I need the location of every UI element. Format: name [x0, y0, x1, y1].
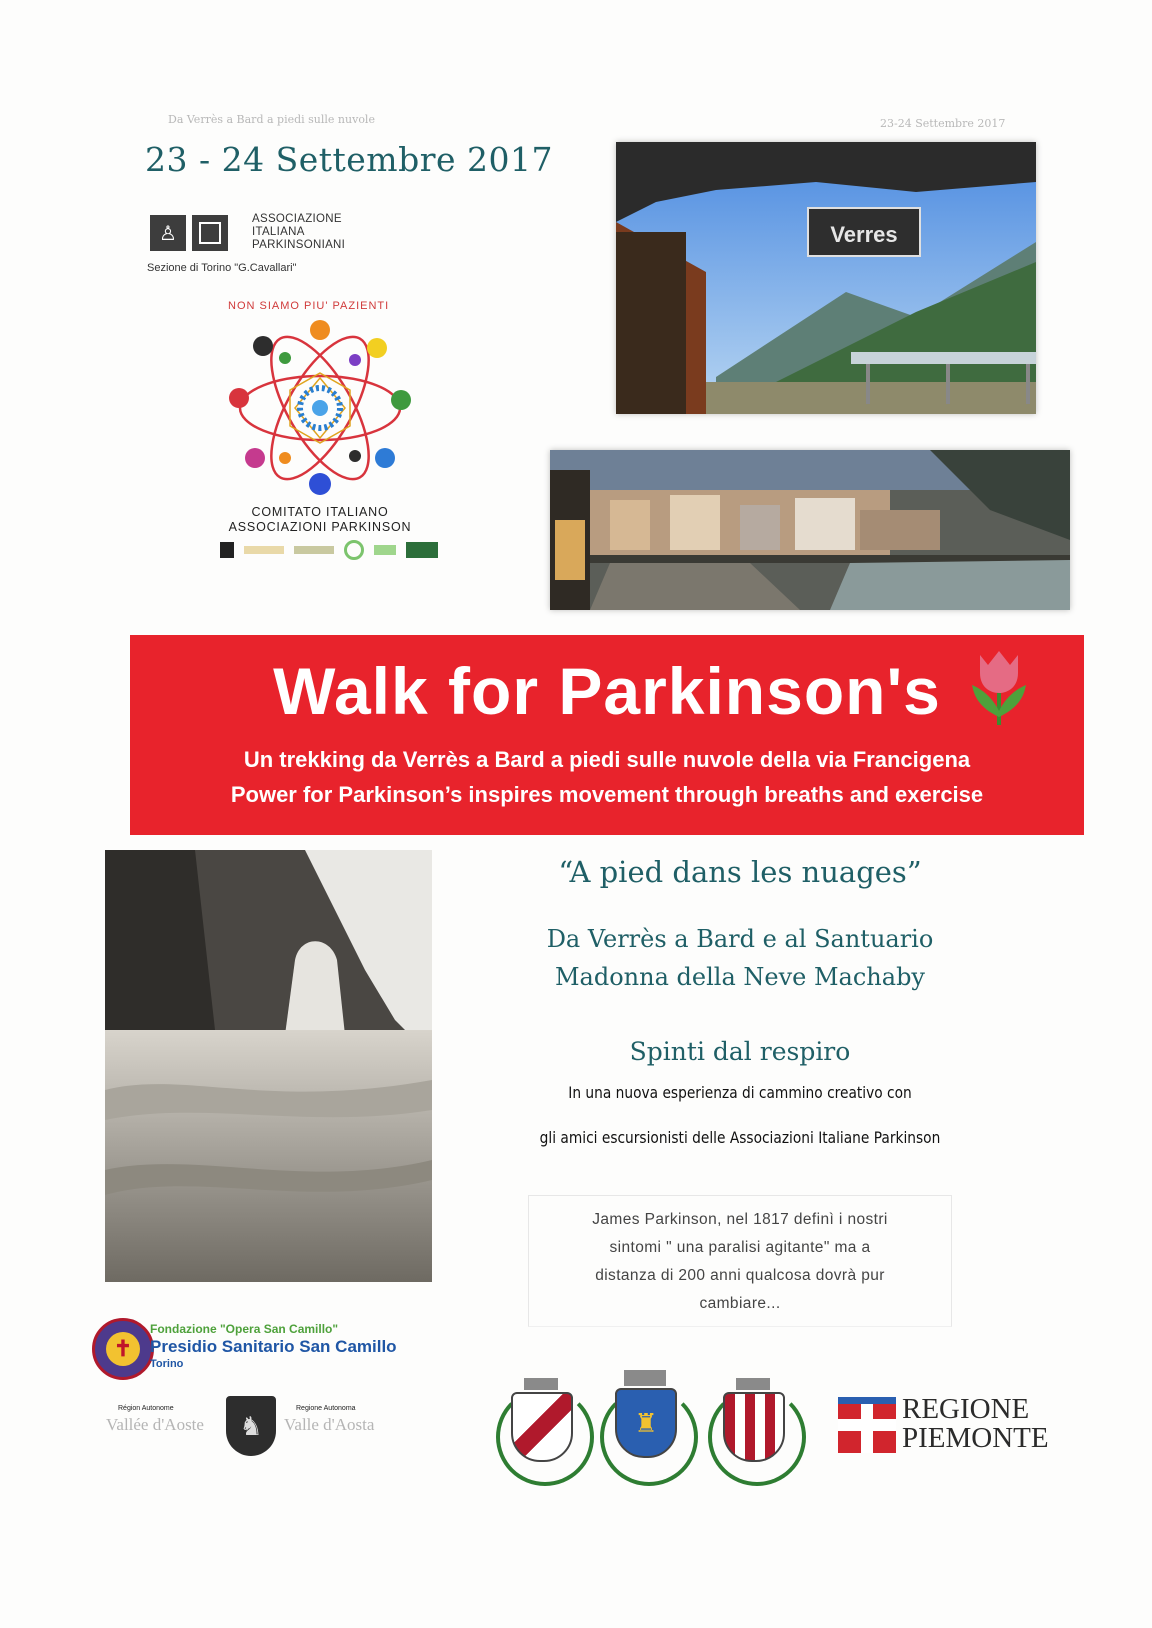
quote-line-2: sintomi " una paralisi agitante" ma a — [609, 1239, 871, 1256]
partner-logo-2 — [244, 546, 284, 554]
cia-name-line-2: ASSOCIAZIONI PARKINSON — [228, 520, 412, 534]
aip-line-3: PARKINSONIANI — [252, 239, 346, 251]
experience-line-2: gli amici escursionisti delle Associazioni Italiane Parkinson — [539, 1128, 941, 1147]
spinti-title: Spinti dal respiro — [629, 1037, 851, 1066]
vda-lion-crest-icon: ♞ — [226, 1396, 276, 1456]
quote-line-4: cambiare... — [699, 1295, 781, 1312]
vda-fr-small: Région Autonome — [118, 1405, 174, 1412]
header-left-small: Da Verrès a Bard a piedi sulle nuvole — [168, 113, 375, 126]
cia-name-line-1: COMITATO ITALIANO — [251, 505, 389, 519]
aip-line-2: ITALIANA — [252, 226, 305, 238]
station-sign-text: Verres — [830, 222, 898, 247]
presidio-city: Torino — [150, 1358, 184, 1370]
rock-arch-photo — [105, 850, 432, 1282]
parkinson-quote — [529, 1206, 951, 1318]
regione-line-2: PIEMONTE — [902, 1422, 1049, 1454]
parkinson-quote-box — [528, 1195, 952, 1327]
cia-tagline: NON SIAMO PIU' PAZIENTI — [228, 300, 390, 312]
fondazione-name: Fondazione "Opera San Camillo" — [150, 1322, 339, 1336]
experience-line-1: In una nuova esperienza di cammino creativo con — [568, 1083, 912, 1102]
partner-logo-p — [220, 542, 234, 558]
piemonte-flag-icon — [838, 1397, 896, 1453]
quote-line-3: distanza di 200 anni qualcosa dovrà pur — [595, 1267, 885, 1284]
aip-line-1: ASSOCIAZIONE — [252, 213, 342, 225]
walk-banner — [130, 635, 1084, 835]
header-right-small: 23-24 Settembre 2017 — [880, 117, 1006, 130]
verres-station-photo — [616, 142, 1036, 414]
partner-logo-4 — [344, 540, 364, 560]
route-line-1: Da Verrès a Bard e al Santuario — [546, 925, 934, 953]
aip-logo — [150, 215, 228, 251]
banner-subtitle-1: Un trekking da Verrès a Bard a piedi sulle nuvole della via Francigena — [243, 747, 971, 772]
cia-partner-logos — [220, 540, 438, 560]
partner-logo-3 — [294, 546, 334, 554]
cia-flower-logo — [225, 318, 415, 498]
quote-title: “A pied dans les nuages” — [558, 855, 922, 889]
san-camillo-seal-icon: ✝ — [92, 1318, 154, 1380]
event-date: 23 - 24 Settembre 2017 — [145, 140, 553, 179]
banner-subtitle-2: Power for Parkinson’s inspires movement through breaths and exercise — [230, 782, 984, 807]
presidio-name: Presidio Sanitario San Camillo — [150, 1337, 397, 1356]
tulip-icon — [968, 647, 1030, 727]
aip-name — [252, 213, 345, 252]
cia-name — [200, 505, 440, 535]
village-panorama-photo — [550, 450, 1070, 610]
regione-piemonte — [902, 1395, 1049, 1453]
aip-section: Sezione di Torino "G.Cavallari" — [147, 262, 297, 274]
route-line-2: Madonna della Neve Machaby — [554, 963, 925, 991]
vda-it: Valle d'Aosta — [284, 1415, 375, 1434]
partner-logo-aip — [406, 542, 438, 558]
aip-people-icon: ♙ — [150, 215, 186, 251]
regione-line-1: REGIONE — [902, 1393, 1030, 1425]
vda-fr: Vallée d'Aoste — [106, 1415, 204, 1434]
partner-logo-5 — [374, 545, 396, 555]
quote-line-1: James Parkinson, nel 1817 definì i nostri — [592, 1211, 888, 1228]
municipal-crest-2-icon: ♜ — [600, 1370, 690, 1478]
aip-shake-icon — [192, 215, 228, 251]
banner-title: Walk for Parkinson's — [273, 654, 941, 728]
municipal-crest-1-icon — [496, 1378, 586, 1478]
vda-it-small: Regione Autonoma — [296, 1405, 356, 1412]
municipal-crest-3-icon — [708, 1378, 798, 1478]
